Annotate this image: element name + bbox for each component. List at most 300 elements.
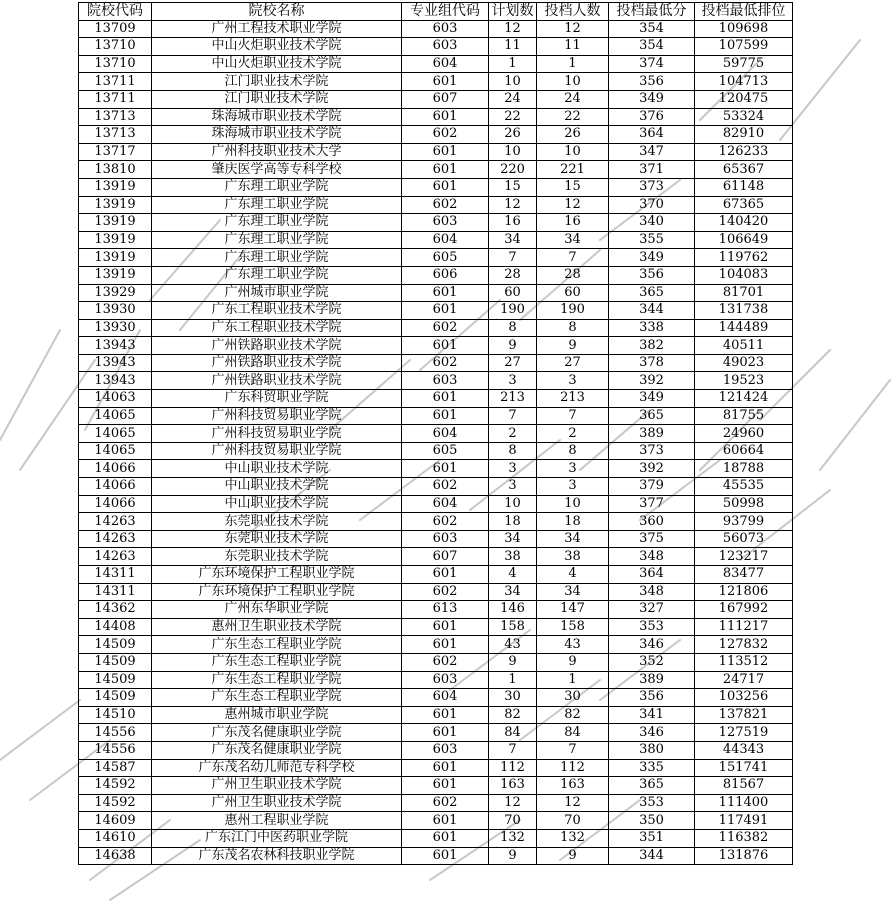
cell-min-rank: 53324	[695, 108, 793, 126]
table-row	[79, 108, 793, 126]
cell-min-rank: 111217	[695, 618, 793, 636]
cell-school-name: 广东科贸职业学院	[152, 390, 402, 408]
cell-min-rank: 81567	[695, 777, 793, 795]
cell-group-code: 607	[402, 548, 489, 566]
col-header-min-score: 投档最低分	[609, 3, 695, 21]
table-row	[79, 689, 793, 707]
cell-plan-count: 213	[489, 390, 537, 408]
cell-admitted-count: 3	[537, 460, 609, 478]
table-row	[79, 319, 793, 337]
cell-group-code: 601	[402, 777, 489, 795]
cell-min-rank: 24717	[695, 671, 793, 689]
cell-min-rank: 40511	[695, 337, 793, 355]
cell-school-code: 13930	[79, 302, 152, 320]
table-row	[79, 20, 793, 38]
cell-group-code: 603	[402, 214, 489, 232]
cell-admitted-count: 12	[537, 794, 609, 812]
table-row	[79, 460, 793, 478]
cell-school-name: 广东茂名幼儿师范专科学校	[152, 759, 402, 777]
cell-school-name: 广东茂名健康职业学院	[152, 741, 402, 759]
cell-min-score: 341	[609, 706, 695, 724]
cell-min-rank: 19523	[695, 372, 793, 390]
cell-admitted-count: 132	[537, 829, 609, 847]
cell-plan-count: 7	[489, 741, 537, 759]
cell-min-rank: 81755	[695, 407, 793, 425]
cell-plan-count: 12	[489, 20, 537, 38]
cell-group-code: 602	[402, 196, 489, 214]
cell-min-score: 365	[609, 407, 695, 425]
table-row	[79, 548, 793, 566]
cell-group-code: 601	[402, 73, 489, 91]
cell-school-code: 14063	[79, 390, 152, 408]
cell-group-code: 603	[402, 741, 489, 759]
table-row	[79, 794, 793, 812]
cell-plan-count: 10	[489, 143, 537, 161]
cell-school-name: 广东理工职业学院	[152, 249, 402, 267]
cell-school-name: 广州城市职业学院	[152, 284, 402, 302]
cell-min-score: 380	[609, 741, 695, 759]
cell-min-rank: 103256	[695, 689, 793, 707]
cell-school-code: 14311	[79, 583, 152, 601]
table-row	[79, 759, 793, 777]
table-row	[79, 126, 793, 144]
cell-admitted-count: 22	[537, 108, 609, 126]
cell-min-rank: 120475	[695, 90, 793, 108]
table-row	[79, 372, 793, 390]
cell-school-name: 惠州工程职业学院	[152, 812, 402, 830]
table-row	[79, 741, 793, 759]
cell-group-code: 605	[402, 442, 489, 460]
cell-school-code: 14066	[79, 478, 152, 496]
cell-school-code: 14610	[79, 829, 152, 847]
cell-plan-count: 82	[489, 706, 537, 724]
cell-group-code: 607	[402, 90, 489, 108]
cell-group-code: 604	[402, 689, 489, 707]
cell-plan-count: 7	[489, 249, 537, 267]
cell-school-name: 广州东华职业学院	[152, 601, 402, 619]
cell-admitted-count: 34	[537, 583, 609, 601]
header-row	[79, 3, 793, 21]
cell-plan-count: 10	[489, 495, 537, 513]
cell-school-name: 广东环境保护工程职业学院	[152, 583, 402, 601]
cell-min-score: 376	[609, 108, 695, 126]
cell-min-rank: 131738	[695, 302, 793, 320]
cell-school-code: 13713	[79, 108, 152, 126]
col-header-min-rank: 投档最低排位	[695, 3, 793, 21]
cell-school-name: 广州科技贸易职业学院	[152, 442, 402, 460]
cell-school-code: 14510	[79, 706, 152, 724]
cell-admitted-count: 213	[537, 390, 609, 408]
cell-school-code: 13919	[79, 178, 152, 196]
cell-admitted-count: 10	[537, 73, 609, 91]
cell-min-rank: 93799	[695, 513, 793, 531]
cell-admitted-count: 38	[537, 548, 609, 566]
cell-school-name: 广州工程技术职业学院	[152, 20, 402, 38]
table-row	[79, 73, 793, 91]
cell-school-code: 13919	[79, 266, 152, 284]
cell-school-name: 广东生态工程职业学院	[152, 636, 402, 654]
cell-admitted-count: 190	[537, 302, 609, 320]
cell-group-code: 601	[402, 706, 489, 724]
cell-min-rank: 167992	[695, 601, 793, 619]
cell-group-code: 601	[402, 847, 489, 865]
cell-min-rank: 151741	[695, 759, 793, 777]
table-row	[79, 284, 793, 302]
cell-school-code: 14066	[79, 495, 152, 513]
cell-admitted-count: 112	[537, 759, 609, 777]
cell-plan-count: 9	[489, 653, 537, 671]
cell-min-rank: 61148	[695, 178, 793, 196]
cell-school-code: 13919	[79, 231, 152, 249]
cell-plan-count: 22	[489, 108, 537, 126]
cell-min-score: 365	[609, 777, 695, 795]
cell-plan-count: 4	[489, 566, 537, 584]
cell-min-score: 344	[609, 302, 695, 320]
cell-plan-count: 28	[489, 266, 537, 284]
cell-plan-count: 9	[489, 337, 537, 355]
cell-min-score: 370	[609, 196, 695, 214]
table-row	[79, 829, 793, 847]
cell-plan-count: 70	[489, 812, 537, 830]
cell-plan-count: 26	[489, 126, 537, 144]
cell-min-score: 347	[609, 143, 695, 161]
cell-school-name: 广东理工职业学院	[152, 196, 402, 214]
cell-school-code: 13717	[79, 143, 152, 161]
table-row	[79, 847, 793, 865]
table-row	[79, 231, 793, 249]
cell-group-code: 602	[402, 354, 489, 372]
cell-admitted-count: 221	[537, 161, 609, 179]
col-header-plan: 计划数	[489, 3, 537, 21]
cell-plan-count: 146	[489, 601, 537, 619]
cell-min-score: 350	[609, 812, 695, 830]
cell-group-code: 604	[402, 231, 489, 249]
admission-table	[78, 2, 793, 865]
cell-min-rank: 144489	[695, 319, 793, 337]
cell-min-rank: 65367	[695, 161, 793, 179]
cell-plan-count: 2	[489, 425, 537, 443]
cell-group-code: 613	[402, 601, 489, 619]
cell-admitted-count: 8	[537, 442, 609, 460]
cell-school-name: 中山火炬职业技术学院	[152, 55, 402, 73]
cell-plan-count: 9	[489, 847, 537, 865]
cell-school-code: 14509	[79, 689, 152, 707]
cell-school-name: 中山职业技术学院	[152, 495, 402, 513]
cell-min-score: 373	[609, 178, 695, 196]
cell-group-code: 601	[402, 337, 489, 355]
cell-group-code: 601	[402, 759, 489, 777]
cell-min-rank: 131876	[695, 847, 793, 865]
cell-group-code: 604	[402, 55, 489, 73]
cell-admitted-count: 18	[537, 513, 609, 531]
table-row	[79, 530, 793, 548]
cell-school-code: 13919	[79, 249, 152, 267]
cell-min-rank: 104083	[695, 266, 793, 284]
table-row	[79, 178, 793, 196]
cell-school-code: 14556	[79, 741, 152, 759]
cell-school-code: 14311	[79, 566, 152, 584]
cell-school-name: 惠州城市职业学院	[152, 706, 402, 724]
cell-school-name: 惠州卫生职业技术学院	[152, 618, 402, 636]
cell-group-code: 601	[402, 812, 489, 830]
table-row	[79, 601, 793, 619]
cell-min-score: 346	[609, 724, 695, 742]
cell-min-score: 340	[609, 214, 695, 232]
cell-min-rank: 121806	[695, 583, 793, 601]
table-row	[79, 636, 793, 654]
cell-school-code: 13943	[79, 354, 152, 372]
cell-min-score: 389	[609, 671, 695, 689]
cell-plan-count: 7	[489, 407, 537, 425]
cell-plan-count: 190	[489, 302, 537, 320]
table-row	[79, 653, 793, 671]
cell-group-code: 604	[402, 425, 489, 443]
cell-admitted-count: 163	[537, 777, 609, 795]
cell-min-score: 379	[609, 478, 695, 496]
table-row	[79, 425, 793, 443]
cell-group-code: 601	[402, 636, 489, 654]
cell-group-code: 606	[402, 266, 489, 284]
cell-min-rank: 59775	[695, 55, 793, 73]
cell-min-score: 348	[609, 548, 695, 566]
cell-school-name: 中山火炬职业技术学院	[152, 38, 402, 56]
cell-min-rank: 121424	[695, 390, 793, 408]
cell-school-code: 14066	[79, 460, 152, 478]
table-row	[79, 390, 793, 408]
cell-admitted-count: 3	[537, 478, 609, 496]
cell-min-rank: 50998	[695, 495, 793, 513]
cell-plan-count: 112	[489, 759, 537, 777]
cell-school-code: 14509	[79, 653, 152, 671]
cell-group-code: 602	[402, 583, 489, 601]
cell-admitted-count: 10	[537, 143, 609, 161]
cell-min-score: 356	[609, 266, 695, 284]
cell-group-code: 601	[402, 566, 489, 584]
cell-min-rank: 45535	[695, 478, 793, 496]
cell-group-code: 601	[402, 161, 489, 179]
cell-school-code: 13711	[79, 73, 152, 91]
cell-admitted-count: 10	[537, 495, 609, 513]
cell-min-score: 373	[609, 442, 695, 460]
cell-group-code: 605	[402, 249, 489, 267]
cell-school-name: 广东理工职业学院	[152, 266, 402, 284]
cell-school-name: 广州科技贸易职业学院	[152, 425, 402, 443]
cell-school-name: 江门职业技术学院	[152, 73, 402, 91]
cell-admitted-count: 9	[537, 653, 609, 671]
cell-school-name: 广州卫生职业技术学院	[152, 777, 402, 795]
cell-admitted-count: 70	[537, 812, 609, 830]
cell-min-rank: 111400	[695, 794, 793, 812]
cell-plan-count: 15	[489, 178, 537, 196]
cell-group-code: 602	[402, 319, 489, 337]
table-row	[79, 407, 793, 425]
cell-school-name: 东莞职业技术学院	[152, 548, 402, 566]
cell-plan-count: 16	[489, 214, 537, 232]
cell-min-score: 392	[609, 372, 695, 390]
cell-min-rank: 107599	[695, 38, 793, 56]
cell-admitted-count: 60	[537, 284, 609, 302]
cell-admitted-count: 82	[537, 706, 609, 724]
cell-min-rank: 104713	[695, 73, 793, 91]
cell-school-code: 13710	[79, 38, 152, 56]
cell-group-code: 601	[402, 618, 489, 636]
cell-min-score: 346	[609, 636, 695, 654]
cell-min-score: 378	[609, 354, 695, 372]
cell-school-name: 广东茂名健康职业学院	[152, 724, 402, 742]
table-body	[79, 20, 793, 865]
cell-admitted-count: 34	[537, 530, 609, 548]
col-header-school-name: 院校名称	[152, 3, 402, 21]
table-row	[79, 38, 793, 56]
cell-plan-count: 43	[489, 636, 537, 654]
cell-group-code: 602	[402, 478, 489, 496]
table-row	[79, 161, 793, 179]
cell-min-rank: 83477	[695, 566, 793, 584]
col-header-admitted: 投档人数	[537, 3, 609, 21]
cell-school-code: 14592	[79, 794, 152, 812]
table-row	[79, 143, 793, 161]
cell-admitted-count: 24	[537, 90, 609, 108]
cell-plan-count: 34	[489, 231, 537, 249]
table-row	[79, 90, 793, 108]
cell-school-code: 13943	[79, 337, 152, 355]
cell-min-rank: 126233	[695, 143, 793, 161]
cell-group-code: 602	[402, 794, 489, 812]
cell-min-rank: 106649	[695, 231, 793, 249]
table-row	[79, 812, 793, 830]
col-header-group-code: 专业组代码	[402, 3, 489, 21]
cell-admitted-count: 15	[537, 178, 609, 196]
cell-school-name: 中山职业技术学院	[152, 478, 402, 496]
cell-school-code: 14263	[79, 530, 152, 548]
cell-group-code: 601	[402, 407, 489, 425]
cell-school-name: 中山职业技术学院	[152, 460, 402, 478]
cell-admitted-count: 147	[537, 601, 609, 619]
cell-plan-count: 3	[489, 460, 537, 478]
cell-admitted-count: 9	[537, 847, 609, 865]
cell-group-code: 603	[402, 530, 489, 548]
cell-admitted-count: 8	[537, 319, 609, 337]
cell-admitted-count: 7	[537, 407, 609, 425]
cell-min-score: 338	[609, 319, 695, 337]
cell-group-code: 604	[402, 495, 489, 513]
cell-school-code: 14362	[79, 601, 152, 619]
cell-group-code: 601	[402, 178, 489, 196]
cell-group-code: 603	[402, 372, 489, 390]
cell-school-code: 13929	[79, 284, 152, 302]
cell-school-name: 广州铁路职业技术学院	[152, 354, 402, 372]
table-row	[79, 214, 793, 232]
cell-plan-count: 84	[489, 724, 537, 742]
cell-plan-count: 1	[489, 671, 537, 689]
cell-admitted-count: 158	[537, 618, 609, 636]
cell-plan-count: 24	[489, 90, 537, 108]
cell-group-code: 603	[402, 671, 489, 689]
cell-admitted-count: 7	[537, 741, 609, 759]
cell-admitted-count: 7	[537, 249, 609, 267]
cell-min-rank: 123217	[695, 548, 793, 566]
table-row	[79, 513, 793, 531]
cell-plan-count: 12	[489, 794, 537, 812]
cell-school-code: 14263	[79, 513, 152, 531]
cell-plan-count: 132	[489, 829, 537, 847]
cell-min-score: 371	[609, 161, 695, 179]
cell-admitted-count: 1	[537, 55, 609, 73]
cell-school-code: 14509	[79, 636, 152, 654]
table-row	[79, 724, 793, 742]
cell-group-code: 601	[402, 829, 489, 847]
table-row	[79, 249, 793, 267]
cell-plan-count: 11	[489, 38, 537, 56]
table-row	[79, 337, 793, 355]
cell-plan-count: 158	[489, 618, 537, 636]
cell-school-name: 广东理工职业学院	[152, 178, 402, 196]
cell-group-code: 601	[402, 460, 489, 478]
cell-school-name: 广东生态工程职业学院	[152, 689, 402, 707]
cell-min-score: 382	[609, 337, 695, 355]
table-row	[79, 196, 793, 214]
cell-school-code: 13711	[79, 90, 152, 108]
cell-school-code: 14065	[79, 442, 152, 460]
cell-admitted-count: 1	[537, 671, 609, 689]
cell-admitted-count: 4	[537, 566, 609, 584]
cell-min-score: 354	[609, 20, 695, 38]
cell-school-name: 广州铁路职业技术学院	[152, 372, 402, 390]
table-row	[79, 442, 793, 460]
cell-plan-count: 1	[489, 55, 537, 73]
table-row	[79, 354, 793, 372]
cell-school-code: 14609	[79, 812, 152, 830]
cell-school-code: 13810	[79, 161, 152, 179]
cell-min-score: 349	[609, 249, 695, 267]
cell-min-score: 374	[609, 55, 695, 73]
cell-plan-count: 30	[489, 689, 537, 707]
cell-min-score: 344	[609, 847, 695, 865]
cell-school-code: 14556	[79, 724, 152, 742]
table-row	[79, 302, 793, 320]
cell-min-score: 353	[609, 794, 695, 812]
cell-min-rank: 49023	[695, 354, 793, 372]
cell-school-name: 广东生态工程职业学院	[152, 671, 402, 689]
cell-admitted-count: 9	[537, 337, 609, 355]
table-row	[79, 478, 793, 496]
cell-min-score: 353	[609, 618, 695, 636]
cell-min-score: 351	[609, 829, 695, 847]
cell-plan-count: 3	[489, 478, 537, 496]
cell-plan-count: 10	[489, 73, 537, 91]
cell-min-score: 349	[609, 90, 695, 108]
cell-school-code: 14509	[79, 671, 152, 689]
cell-admitted-count: 28	[537, 266, 609, 284]
cell-group-code: 601	[402, 390, 489, 408]
cell-school-name: 东莞职业技术学院	[152, 530, 402, 548]
cell-min-score: 389	[609, 425, 695, 443]
col-header-school-code: 院校代码	[79, 3, 152, 21]
cell-school-code: 13919	[79, 214, 152, 232]
cell-group-code: 601	[402, 143, 489, 161]
cell-min-score: 327	[609, 601, 695, 619]
cell-min-score: 352	[609, 653, 695, 671]
table-row	[79, 566, 793, 584]
cell-min-score: 354	[609, 38, 695, 56]
cell-school-name: 肇庆医学高等专科学校	[152, 161, 402, 179]
table-row	[79, 618, 793, 636]
cell-min-rank: 117491	[695, 812, 793, 830]
cell-group-code: 601	[402, 724, 489, 742]
cell-group-code: 602	[402, 513, 489, 531]
cell-admitted-count: 30	[537, 689, 609, 707]
cell-min-rank: 127832	[695, 636, 793, 654]
